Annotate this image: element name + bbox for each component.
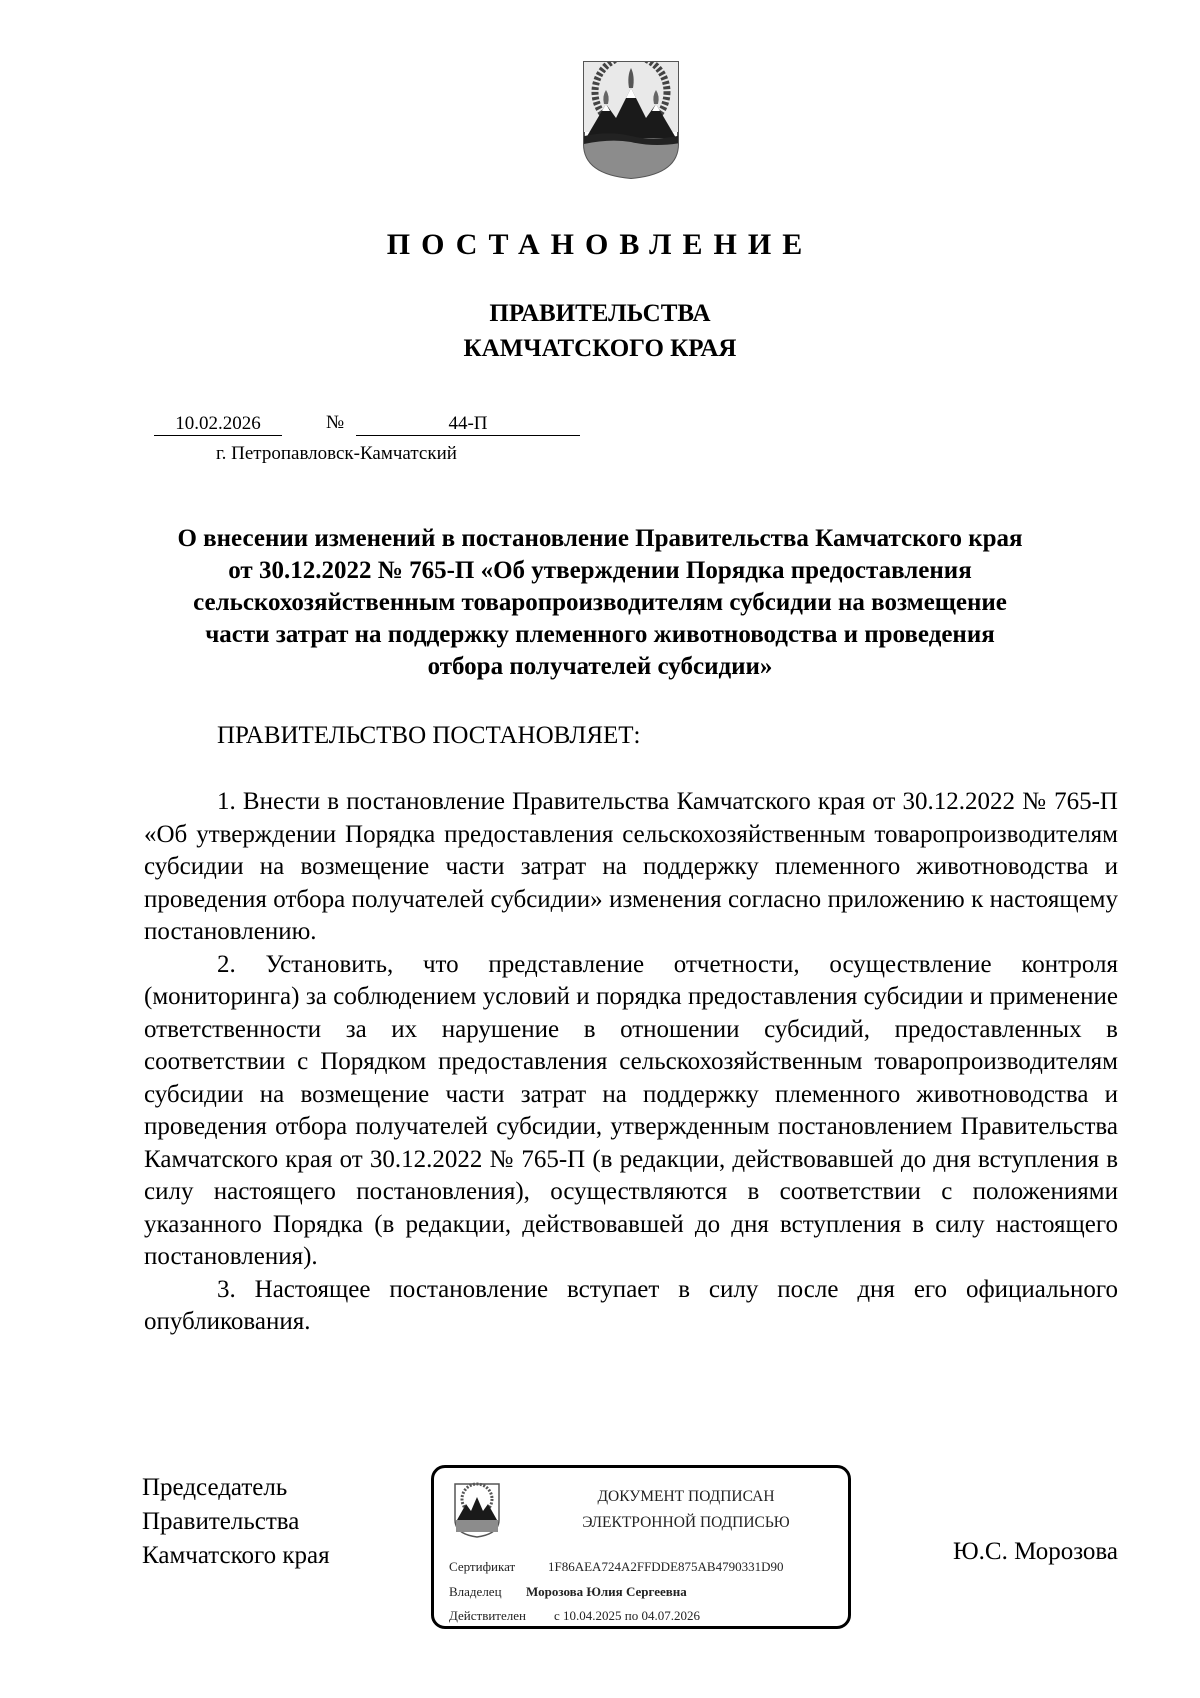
subject-line: части затрат на поддержку племенного животноводства и проведения bbox=[205, 621, 995, 648]
stamp-emblem-icon bbox=[452, 1480, 502, 1538]
subject-line: от 30.12.2022 № 765-П «Об утверждении Порядка предоставления bbox=[228, 557, 972, 584]
number-sign: № bbox=[326, 412, 345, 433]
stamp-owner-row bbox=[449, 1584, 687, 1600]
validity-label: Действителен bbox=[449, 1608, 526, 1623]
document-number: 44-П bbox=[356, 413, 580, 436]
document-place: г. Петропавловск-Камчатский bbox=[216, 443, 457, 464]
authority-line-1: ПРАВИТЕЛЬСТВА bbox=[489, 300, 711, 327]
kamchatka-coat-of-arms-icon bbox=[576, 52, 686, 180]
position-line: Камчатского края bbox=[142, 1542, 330, 1569]
document-subject bbox=[120, 523, 1080, 683]
signatory-position bbox=[142, 1471, 330, 1573]
document-body bbox=[144, 786, 1118, 1339]
owner-label: Владелец bbox=[449, 1584, 502, 1599]
stamp-header-line-2: ЭЛЕКТРОННОЙ ПОДПИСЬЮ bbox=[582, 1514, 790, 1531]
body-item-2: 2. Установить, что представление отчетности, осуществление контроля (мониторинга) за соблюдением условий и порядка предоставления субсидии и применение ответственности за их нарушение в отношении субсидий, предоставленных в соответствии с Порядком предоставления сельскохозяйственным товаропроизводителям субсидии на возмещение части затрат на поддержку племенного животноводства и проведения отбора получателей субсидии, утвержденным постановлением Правительства Камчатского края от 30.12.2022 № 765-П (в редакции, действовавшей до дня вступления в силу настоящего постановления), осуществляются в соответствии с положениями указанного Порядка (в редакции, действовавшей до дня вступления в силу настоящего постановления). bbox=[144, 950, 1118, 1270]
stamp-header bbox=[526, 1484, 846, 1536]
electronic-signature-stamp bbox=[431, 1465, 851, 1629]
subject-line: О внесении изменений в постановление Правительства Камчатского края bbox=[177, 525, 1023, 552]
decree-statement: ПРАВИТЕЛЬСТВО ПОСТАНОВЛЯЕТ: bbox=[217, 722, 641, 749]
authority-line-2: КАМЧАТСКОГО КРАЯ bbox=[463, 335, 737, 362]
validity-value: с 10.04.2025 по 04.07.2026 bbox=[554, 1608, 700, 1623]
stamp-certificate-row bbox=[449, 1559, 783, 1575]
document-date: 10.02.2026 bbox=[154, 413, 282, 436]
stamp-validity-row bbox=[449, 1608, 700, 1624]
body-item-3: 3. Настоящее постановление вступает в силу после дня его официального опубликования. bbox=[144, 1275, 1118, 1335]
position-line: Правительства bbox=[142, 1508, 300, 1535]
certificate-value: 1F86AEA724A2FFDDE875AB4790331D90 bbox=[548, 1559, 784, 1574]
subject-line: сельскохозяйственным товаропроизводителям субсидии на возмещение bbox=[193, 589, 1007, 616]
certificate-label: Сертификат bbox=[449, 1559, 516, 1574]
subject-line: отбора получателей субсидии» bbox=[427, 653, 773, 680]
document-title: ПОСТАНОВЛЕНИЕ bbox=[386, 228, 814, 261]
stamp-header-line-1: ДОКУМЕНТ ПОДПИСАН bbox=[597, 1488, 775, 1505]
body-item-1: 1. Внести в постановление Правительства Камчатского края от 30.12.2022 № 765-П «Об утверждении Порядка предоставления сельскохозяйственным товаропроизводителям субсидии на возмещение части затрат на поддержку племенного животноводства и проведения отбора получателей субсидии» изменения согласно приложению к настоящему постановлению. bbox=[144, 788, 1118, 945]
owner-value: Морозова Юлия Сергеевна bbox=[526, 1584, 687, 1599]
signatory-name: Ю.С. Морозова bbox=[952, 1538, 1118, 1565]
position-line: Председатель bbox=[142, 1474, 288, 1501]
issuing-authority bbox=[0, 296, 1200, 366]
